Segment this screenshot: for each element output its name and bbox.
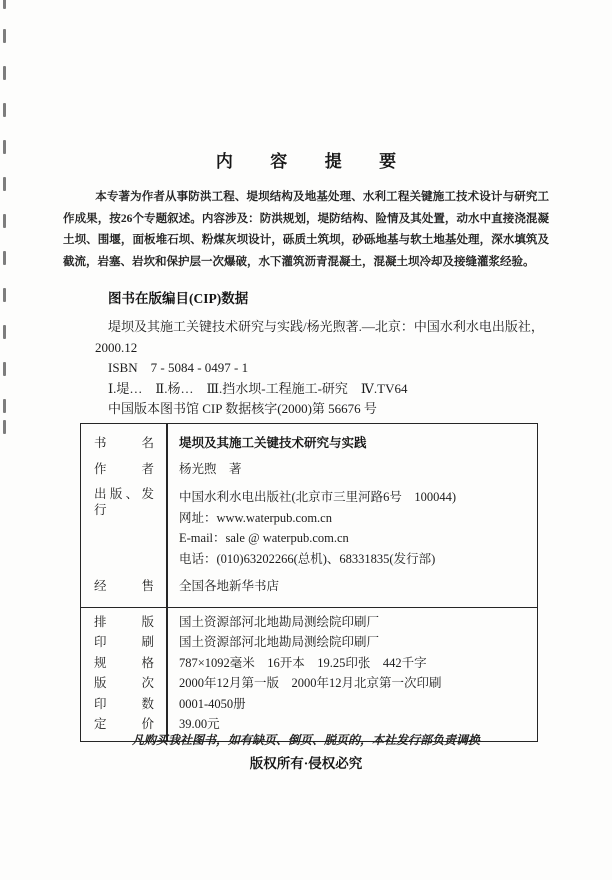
colophon-table [80,423,538,742]
copyright-notice: 版权所有·侵权必究 [249,756,363,771]
publisher-website: 网址：www.waterpub.com.cn [179,510,332,525]
table-row-typesetting [81,607,537,633]
publisher-email: E-mail：sale @ waterpub.com.cn [179,531,349,545]
table-row-print-run [81,694,537,715]
cip-isbn: ISBN 7 - 5084 - 0497 - 1 [108,360,249,375]
row-label: 作者 [94,461,154,476]
row-value: 国土资源部河北地勘局测绘院印刷厂 [179,614,380,629]
scan-mark [3,177,6,191]
scan-mark [3,103,6,117]
row-label: 定价 [94,717,154,731]
summary-paragraph: 本专著为作者从事防洪工程、堤坝结构及地基处理、水利工程关键施工技术设计与研究工作成果，按26个专题叙述。内容涉及：防洪规划，堤防结构、险情及其处置，动水中直接浇混凝土坝、围堰，面板堆石坝、粉煤灰坝设计，砾质土筑坝，砂砾地基与软土地基处理，深水填筑及截流，岩塞、岩坎和保护层一次爆破，水下灌筑沥青混凝土，混凝土坝冷却及接缝灌浆经验。 [63,191,549,268]
row-value: 39.00元 [179,717,220,731]
scan-mark [3,66,6,80]
row-label: 版次 [94,676,154,690]
publisher-line: 中国水利水电出版社(北京市三里河路6号 100044) [179,490,457,504]
scan-mark [3,325,6,339]
cip-description-line2: 2000.12 [95,339,138,355]
cip-block [95,287,555,420]
row-label: 出版、发行 [94,487,154,517]
row-label: 排版 [94,614,154,629]
cip-record-number: 中国版本图书馆 CIP 数据核字(2000)第 56676 号 [108,401,377,416]
row-value: 堤坝及其施工关键技术研究与实践 [179,436,367,450]
table-row-title [81,431,537,457]
scan-mark [3,214,6,228]
row-label: 印数 [94,696,154,711]
row-label: 书名 [94,436,154,450]
cip-description-line1: 堤坝及其施工关键技术研究与实践/杨光煦著.—北京：中国水利水电出版社， [108,319,544,334]
replacement-notice: 凡购买我社图书，如有缺页、倒页、脱页的，本社发行部负责调换 [131,733,480,747]
colophon-column-divider [166,424,168,741]
row-label: 规格 [94,655,154,670]
row-value [166,487,537,569]
scan-mark [3,251,6,265]
table-row-edition [81,674,537,695]
row-value: 国土资源部河北地勘局测绘院印刷厂 [179,635,380,649]
summary-title: 内容提要 [215,152,434,171]
table-row-format [81,653,537,674]
scan-mark [3,0,6,9]
publisher-phone: 电话：(010)63202266(总机)、68331835(发行部) [179,551,436,566]
table-row-distribution [81,574,537,600]
scan-mark [3,29,6,43]
row-value: 全国各地新华书店 [179,579,280,593]
row-value: 杨光煦 著 [179,461,242,476]
row-value: 2000年12月第一版 2000年12月北京第一次印刷 [179,676,442,690]
scan-mark [3,362,6,376]
table-row-printing [81,633,537,654]
table-row-author [81,457,537,483]
row-value: 0001-4050册 [179,696,246,711]
scan-mark [3,420,6,434]
table-row-publisher [81,482,537,574]
row-value: 787×1092毫米 16开本 19.25印张 442千字 [179,655,427,670]
scan-mark [3,399,6,413]
scan-mark [3,288,6,302]
cip-heading: 图书在版编目(CIP)数据 [108,291,249,306]
row-label: 经售 [94,579,154,593]
row-label: 印刷 [94,635,154,649]
cip-classification: Ⅰ.堤… Ⅱ.杨… Ⅲ.挡水坝-工程施工-研究 Ⅳ.TV64 [108,380,408,396]
